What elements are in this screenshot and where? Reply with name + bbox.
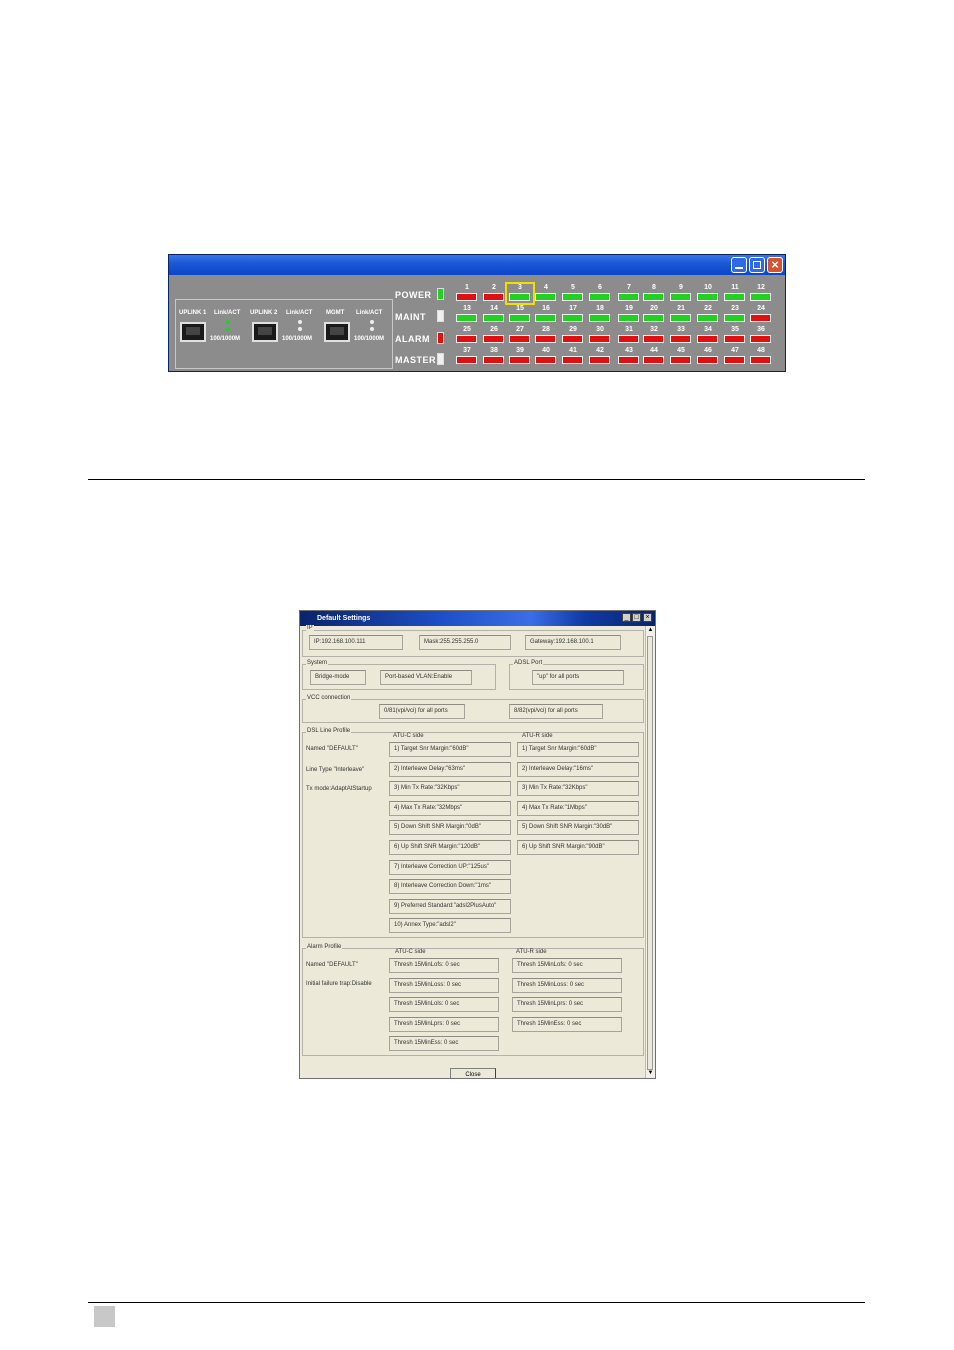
port-number: 31 — [625, 326, 633, 333]
uplink1-act-led — [226, 327, 230, 331]
port-12[interactable] — [748, 284, 774, 303]
system-group-title: System — [307, 660, 328, 666]
port-number: 33 — [677, 326, 685, 333]
scroll-up-icon[interactable]: ▲ — [647, 627, 654, 633]
dsl-atuc-field: 2) Interleave Delay:"63ms" — [389, 762, 511, 777]
dsl-atur-header: ATU-R side — [522, 733, 553, 739]
port-number: 40 — [542, 347, 550, 354]
mgmt-link-led — [370, 320, 374, 324]
port-number: 9 — [679, 284, 683, 291]
port-led — [456, 314, 477, 322]
alarm-atuc-field: Thresh 15MinLprs: 0 sec — [389, 1017, 499, 1032]
port-8[interactable] — [641, 284, 667, 303]
port-led — [724, 293, 745, 301]
mgmt-label: MGMT — [326, 310, 345, 316]
alarm-atur-field: Thresh 15MinLoss: 0 sec — [512, 978, 622, 993]
port-35[interactable] — [722, 326, 748, 345]
port-20[interactable] — [641, 305, 667, 324]
port-led — [618, 293, 639, 301]
port-led — [535, 314, 556, 322]
port-38[interactable] — [481, 347, 507, 366]
port-28[interactable] — [533, 326, 559, 345]
port-number: 1 — [465, 284, 469, 291]
mgmt-linkact-label: Link/ACT — [356, 310, 383, 316]
port-led — [697, 314, 718, 322]
port-led — [724, 335, 745, 343]
port-23[interactable] — [722, 305, 748, 324]
port-number: 34 — [704, 326, 712, 333]
port-led — [670, 293, 691, 301]
port-37[interactable] — [454, 347, 480, 366]
port-number: 45 — [677, 347, 685, 354]
dsl-atur-field: 2) Interleave Delay:"16ms" — [517, 762, 639, 777]
port-41[interactable] — [560, 347, 586, 366]
port-led — [589, 335, 610, 343]
port-number: 30 — [596, 326, 604, 333]
close-window-button[interactable] — [767, 257, 783, 273]
port-24[interactable] — [748, 305, 774, 324]
port-led — [562, 293, 583, 301]
alarm-atuc-field: Thresh 15MinLoss: 0 sec — [389, 978, 499, 993]
dsl-atuc-field: 10) Annex Type:"adsl2" — [389, 918, 511, 933]
mgmt-act-led — [370, 327, 374, 331]
uplink1-link-led — [226, 320, 230, 324]
uplink2-link-led — [298, 320, 302, 324]
port-led — [535, 293, 556, 301]
status-label-power: POWER — [395, 290, 432, 300]
port-number: 14 — [490, 305, 498, 312]
dsl-atur-field: 3) Min Tx Rate:"32Kbps" — [517, 781, 639, 796]
port-number: 15 — [516, 305, 524, 312]
minimize-button[interactable] — [731, 257, 747, 273]
port-26[interactable] — [481, 326, 507, 345]
port-number: 16 — [542, 305, 550, 312]
uplink2-label: UPLINK 2 — [250, 310, 278, 316]
port-17[interactable] — [560, 305, 586, 324]
vlan-field: Port-based VLAN:Enable — [380, 670, 472, 685]
status-label-alarm: ALARM — [395, 334, 430, 344]
default-settings-window — [299, 610, 656, 1079]
port-led — [483, 356, 504, 364]
port-25[interactable] — [454, 326, 480, 345]
uplink-area — [175, 299, 393, 369]
minimize-icon: _ — [624, 614, 629, 621]
port-1[interactable] — [454, 284, 480, 303]
port-led — [724, 314, 745, 322]
port-7[interactable] — [616, 284, 642, 303]
ds-maximize-button[interactable] — [632, 613, 641, 622]
dsl-atuc-field: 1) Target Snr Margin:"60dB" — [389, 742, 511, 757]
port-led — [697, 293, 718, 301]
port-number: 47 — [731, 347, 739, 354]
port-number: 17 — [569, 305, 577, 312]
uplink2-speed-label: 100/1000M — [282, 336, 313, 342]
section-divider — [88, 479, 865, 480]
port-led — [643, 314, 664, 322]
port-led — [483, 335, 504, 343]
maximize-button[interactable] — [749, 257, 765, 273]
panel-body — [169, 275, 785, 371]
vcc2-field: 8/82(vpi/vci) for all ports — [509, 704, 603, 719]
alarm-atuc-header: ATU-C side — [395, 949, 426, 955]
port-11[interactable] — [722, 284, 748, 303]
port-33[interactable] — [668, 326, 694, 345]
port-number: 3 — [518, 284, 522, 291]
dsl-atuc-field: 5) Down Shift SNR Margin:"0dB" — [389, 820, 511, 835]
dsl-atur-field: 5) Down Shift SNR Margin:"30dB" — [517, 820, 639, 835]
port-number: 37 — [463, 347, 471, 354]
port-number: 26 — [490, 326, 498, 333]
port-number: 44 — [650, 347, 658, 354]
port-led — [697, 335, 718, 343]
tx-mode-label: Tx mode:AdaptAtStartup — [306, 786, 372, 792]
port-44[interactable] — [641, 347, 667, 366]
port-number: 21 — [677, 305, 685, 312]
vertical-scrollbar[interactable] — [645, 626, 655, 1078]
port-14[interactable] — [481, 305, 507, 324]
port-led — [509, 335, 530, 343]
dsl-atuc-field: 9) Preferred Standard:"adsl2PlusAuto" — [389, 899, 511, 914]
port-number: 38 — [490, 347, 498, 354]
bridge-mode-field: Bridge-mode — [310, 670, 366, 685]
port-led — [535, 335, 556, 343]
port-led — [509, 293, 530, 301]
port-led — [589, 356, 610, 364]
port-34[interactable] — [695, 326, 721, 345]
mgmt-port-icon[interactable] — [324, 322, 350, 342]
alarm-named-label: Named "DEFAULT" — [306, 962, 358, 968]
port-number: 23 — [731, 305, 739, 312]
dsl-atur-field: 6) Up Shift SNR Margin:"90dB" — [517, 840, 639, 855]
port-45[interactable] — [668, 347, 694, 366]
ds-minimize-button[interactable] — [622, 613, 631, 622]
port-number: 48 — [757, 347, 765, 354]
port-number: 32 — [650, 326, 658, 333]
port-27[interactable] — [507, 326, 533, 345]
port-number: 43 — [625, 347, 633, 354]
port-number: 36 — [757, 326, 765, 333]
port-number: 12 — [757, 284, 765, 291]
dsl-atuc-field: 4) Max Tx Rate:"32Mbps" — [389, 801, 511, 816]
port-3[interactable] — [507, 284, 533, 303]
port-led — [562, 314, 583, 322]
port-39[interactable] — [507, 347, 533, 366]
port-led — [456, 293, 477, 301]
port-led — [562, 356, 583, 364]
port-number: 39 — [516, 347, 524, 354]
port-led — [750, 293, 771, 301]
uplink1-label: UPLINK 1 — [179, 310, 207, 316]
adsl-port-group-title: ADSL Port — [514, 660, 543, 666]
port-led — [618, 335, 639, 343]
dsl-profile-group-title: DSL Line Profile — [307, 728, 351, 734]
port-led — [562, 335, 583, 343]
port-42[interactable] — [587, 347, 613, 366]
port-number: 2 — [492, 284, 496, 291]
port-40[interactable] — [533, 347, 559, 366]
port-9[interactable] — [668, 284, 694, 303]
minimize-icon — [735, 261, 743, 269]
port-32[interactable] — [641, 326, 667, 345]
port-led — [618, 314, 639, 322]
port-led — [589, 314, 610, 322]
maximize-icon — [753, 261, 761, 269]
port-led — [724, 356, 745, 364]
panel-titlebar — [169, 255, 785, 275]
footer-divider — [88, 1302, 865, 1303]
close-icon: × — [645, 614, 650, 621]
port-number: 28 — [542, 326, 550, 333]
maximize-icon: □ — [634, 614, 639, 621]
dsl-atur-field: 1) Target Snr Margin:"60dB" — [517, 742, 639, 757]
port-number: 25 — [463, 326, 471, 333]
alarm-atuc-field: Thresh 15MinEss: 0 sec — [389, 1036, 499, 1051]
footer-page-marker — [94, 1306, 115, 1327]
port-number: 20 — [650, 305, 658, 312]
dsl-atuc-field: 3) Min Tx Rate:"32Kbps" — [389, 781, 511, 796]
uplink1-speed-label: 100/1000M — [210, 336, 241, 342]
uplink1-port-icon[interactable] — [180, 322, 206, 342]
port-number: 4 — [544, 284, 548, 291]
dsl-atuc-field: 8) Interleave Correction Down:"1ms" — [389, 879, 511, 894]
vcc1-field: 0/81(vpi/vci) for all ports — [379, 704, 465, 719]
port-5[interactable] — [560, 284, 586, 303]
port-number: 22 — [704, 305, 712, 312]
alarm-atur-field: Thresh 15MinLprs: 0 sec — [512, 997, 622, 1012]
port-number: 6 — [598, 284, 602, 291]
port-18[interactable] — [587, 305, 613, 324]
port-21[interactable] — [668, 305, 694, 324]
ip-group-title: IP — [307, 625, 313, 631]
port-46[interactable] — [695, 347, 721, 366]
alarm-atur-field: Thresh 15MinLofs: 0 sec — [512, 958, 622, 973]
port-led — [509, 314, 530, 322]
port-number: 41 — [569, 347, 577, 354]
port-number: 27 — [516, 326, 524, 333]
uplink2-linkact-label: Link/ACT — [286, 310, 313, 316]
port-led — [750, 314, 771, 322]
port-led — [483, 314, 504, 322]
alarm-atuc-field: Thresh 15MinLols: 0 sec — [389, 997, 499, 1012]
port-number: 7 — [627, 284, 631, 291]
dsl-atuc-header: ATU-C side — [393, 733, 424, 739]
status-led-alarm — [437, 332, 444, 344]
port-6[interactable] — [587, 284, 613, 303]
window-title: Default Settings — [300, 611, 655, 626]
port-number: 8 — [652, 284, 656, 291]
status-led-master — [437, 353, 444, 365]
status-led-power — [437, 288, 444, 300]
port-number: 10 — [704, 284, 712, 291]
port-48[interactable] — [748, 347, 774, 366]
port-led — [509, 356, 530, 364]
port-led — [670, 314, 691, 322]
vcc-group-title: VCC connection — [307, 695, 351, 701]
port-30[interactable] — [587, 326, 613, 345]
close-button[interactable]: Close — [450, 1068, 496, 1079]
port-43[interactable] — [616, 347, 642, 366]
port-led — [750, 335, 771, 343]
adsl-port-field: "up" for all ports — [532, 670, 624, 685]
port-led — [456, 335, 477, 343]
status-led-maint — [437, 310, 444, 322]
port-led — [618, 356, 639, 364]
panel-window — [168, 254, 786, 372]
port-led — [483, 293, 504, 301]
port-led — [589, 293, 610, 301]
port-47[interactable] — [722, 347, 748, 366]
ds-close-button[interactable] — [643, 613, 652, 622]
dsl-atuc-field: 7) Interleave Correction UP:"125us" — [389, 860, 511, 875]
port-number: 29 — [569, 326, 577, 333]
port-4[interactable] — [533, 284, 559, 303]
port-led — [697, 356, 718, 364]
status-label-master: MASTER — [395, 355, 436, 365]
port-led — [643, 293, 664, 301]
port-number: 24 — [757, 305, 765, 312]
mask-field: Mask:255.255.255.0 — [419, 635, 511, 650]
port-2[interactable] — [481, 284, 507, 303]
port-16[interactable] — [533, 305, 559, 324]
port-led — [456, 356, 477, 364]
port-10[interactable] — [695, 284, 721, 303]
port-15[interactable] — [507, 305, 533, 324]
status-label-maint: MAINT — [395, 312, 426, 322]
port-number: 42 — [596, 347, 604, 354]
port-led — [670, 356, 691, 364]
port-led — [643, 335, 664, 343]
port-number: 18 — [596, 305, 604, 312]
port-31[interactable] — [616, 326, 642, 345]
dsl-atuc-field: 6) Up Shift SNR Margin:"120dB" — [389, 840, 511, 855]
uplink2-act-led — [298, 327, 302, 331]
port-number: 11 — [731, 284, 739, 291]
port-number: 13 — [463, 305, 471, 312]
ip-field: IP:192.168.100.111 — [309, 635, 403, 650]
close-icon: × — [771, 257, 779, 272]
mgmt-speed-label: 100/1000M — [354, 336, 385, 342]
dsl-named-label: Named "DEFAULT" — [306, 746, 358, 752]
line-type-label: Line Type "Interleave" — [306, 767, 365, 773]
port-29[interactable] — [560, 326, 586, 345]
scroll-thumb[interactable] — [647, 636, 653, 1070]
port-led — [535, 356, 556, 364]
port-36[interactable] — [748, 326, 774, 345]
alarm-trap-label: Initial failure trap:Disable — [306, 981, 372, 987]
port-22[interactable] — [695, 305, 721, 324]
scroll-down-icon[interactable]: ▼ — [647, 1070, 654, 1076]
uplink2-port-icon[interactable] — [252, 322, 278, 342]
port-led — [670, 335, 691, 343]
alarm-atur-header: ATU-R side — [516, 949, 547, 955]
port-13[interactable] — [454, 305, 480, 324]
uplink1-linkact-label: Link/ACT — [214, 310, 241, 316]
port-led — [750, 356, 771, 364]
port-number: 19 — [625, 305, 633, 312]
alarm-atuc-field: Thresh 15MinLofs: 0 sec — [389, 958, 499, 973]
gateway-field: Gateway:192.168.100.1 — [525, 635, 621, 650]
alarm-atur-field: Thresh 15MinEss: 0 sec — [512, 1017, 622, 1032]
dsl-atur-field: 4) Max Tx Rate:"1Mbps" — [517, 801, 639, 816]
port-19[interactable] — [616, 305, 642, 324]
port-number: 5 — [571, 284, 575, 291]
port-number: 35 — [731, 326, 739, 333]
alarm-profile-group-title: Alarm Profile — [307, 944, 342, 950]
port-number: 46 — [704, 347, 712, 354]
port-led — [643, 356, 664, 364]
